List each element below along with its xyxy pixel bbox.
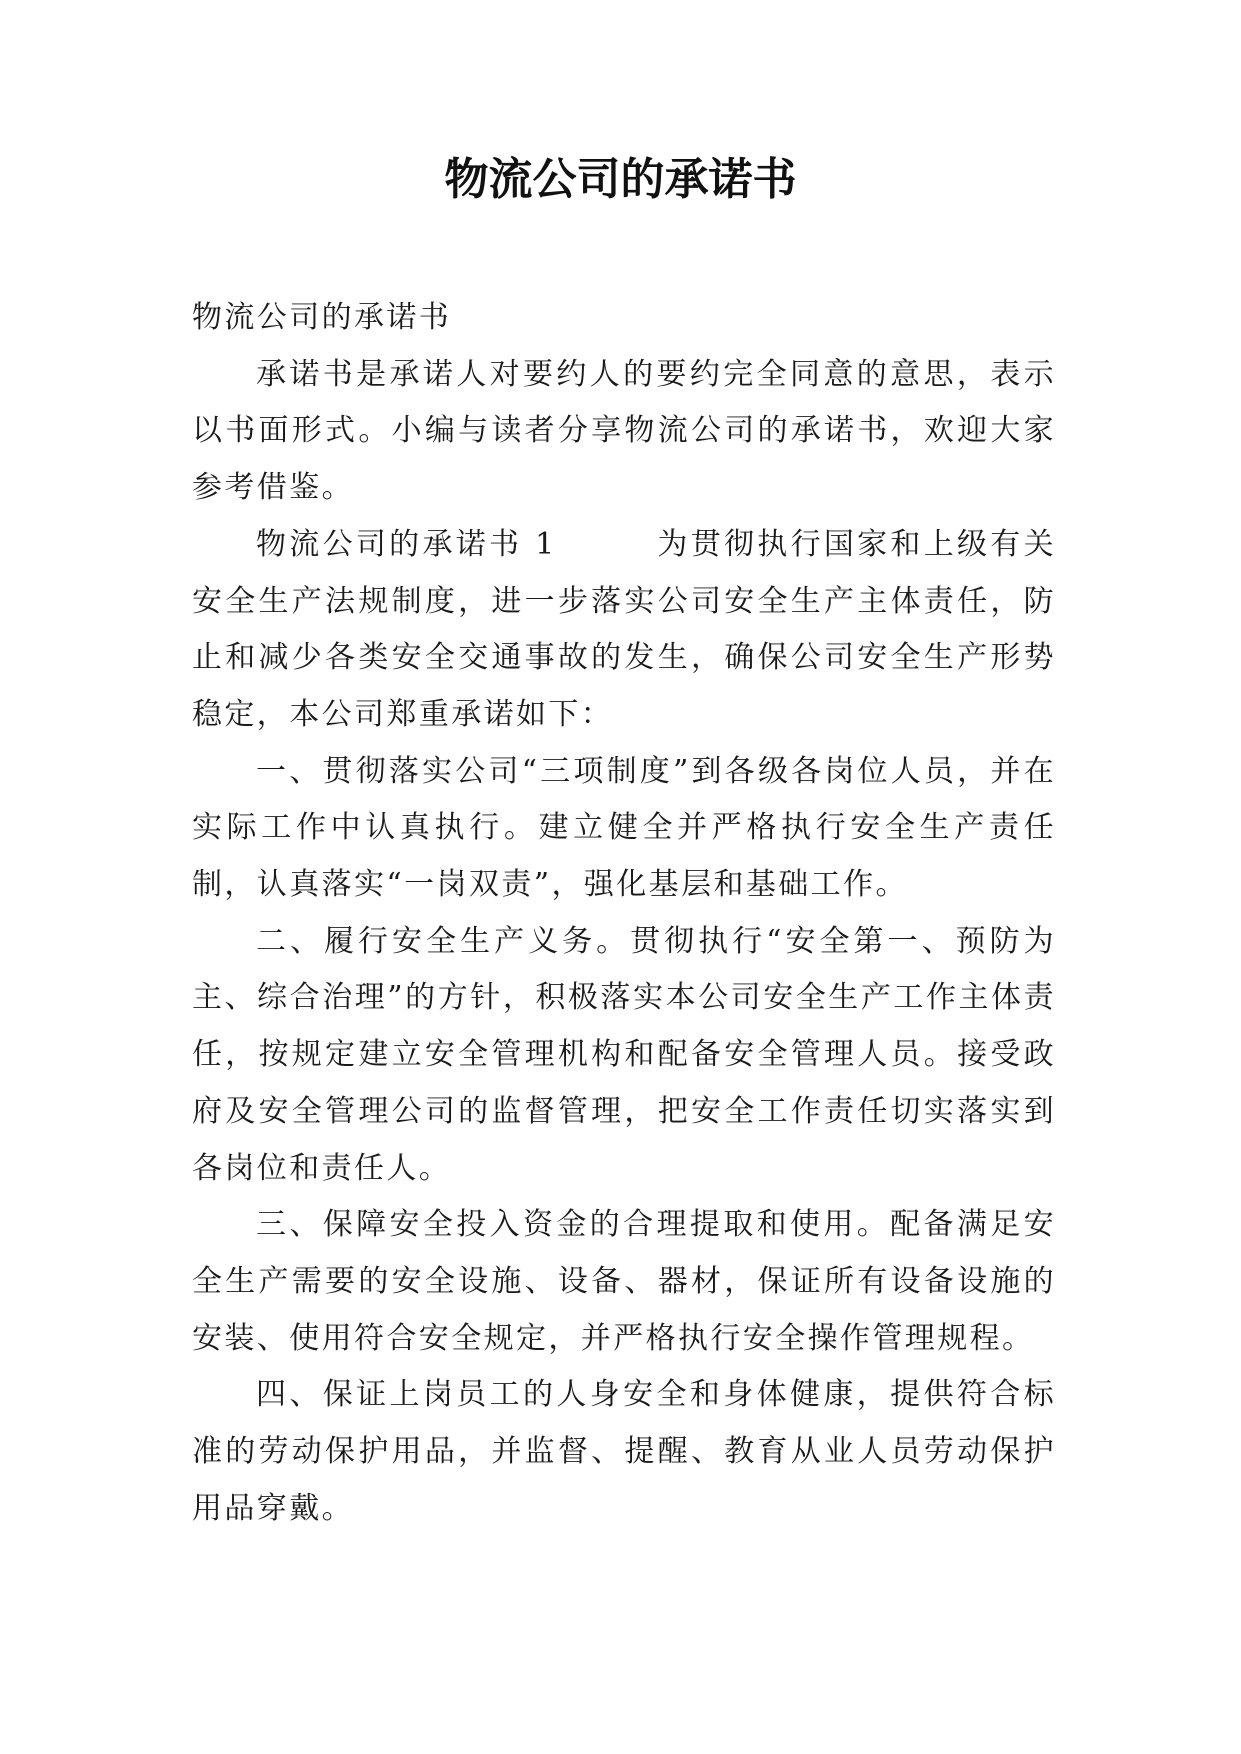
- paragraph-item-1: 一、贯彻落实公司“三项制度”到各级各岗位人员，并在实际工作中认真执行。建立健全并严格执行安全生产责任制，认真落实“一岗双责”，强化基层和基础工作。: [192, 753, 1056, 903]
- document-subtitle: 物流公司的承诺书: [192, 300, 452, 335]
- paragraph-item-3: 三、保障安全投入资金的合理提取和使用。配备满足安全生产需要的安全设施、设备、器材，保证所有设备设施的安装、使用符合安全规定，并严格执行安全操作管理规程。: [192, 1207, 1056, 1356]
- paragraph-item-2: 二、履行安全生产义务。贯彻执行“安全第一、预防为主、综合治理”的方针，积极落实本公司安全生产工作主体责任，按规定建立安全管理机构和配备安全管理人员。接受政府及安全管理公司的监督管理，把安全工作责任切实落实到各岗位和责任人。: [192, 923, 1056, 1186]
- document-title: 物流公司的承诺书: [444, 154, 797, 205]
- paragraph-item-4: 四、保证上岗员工的人身安全和身体健康，提供符合标准的劳动保护用品，并监督、提醒、教育从业人员劳动保护用品穿戴。: [192, 1377, 1056, 1526]
- document-body: [192, 290, 1056, 1537]
- paragraph-commitment-1: 物流公司的承诺书 1 为贯彻执行国家和上级有关安全生产法规制度，进一步落实公司安全生产主体责任，防止和减少各类安全交通事故的发生，确保公司安全生产形势稳定，本公司郑重承诺如下：: [192, 526, 1056, 732]
- paragraph-intro: 承诺书是承诺人对要约人的要约完全同意的意思，表示以书面形式。小编与读者分享物流公司的承诺书，欢迎大家参考借鉴。: [192, 356, 1056, 506]
